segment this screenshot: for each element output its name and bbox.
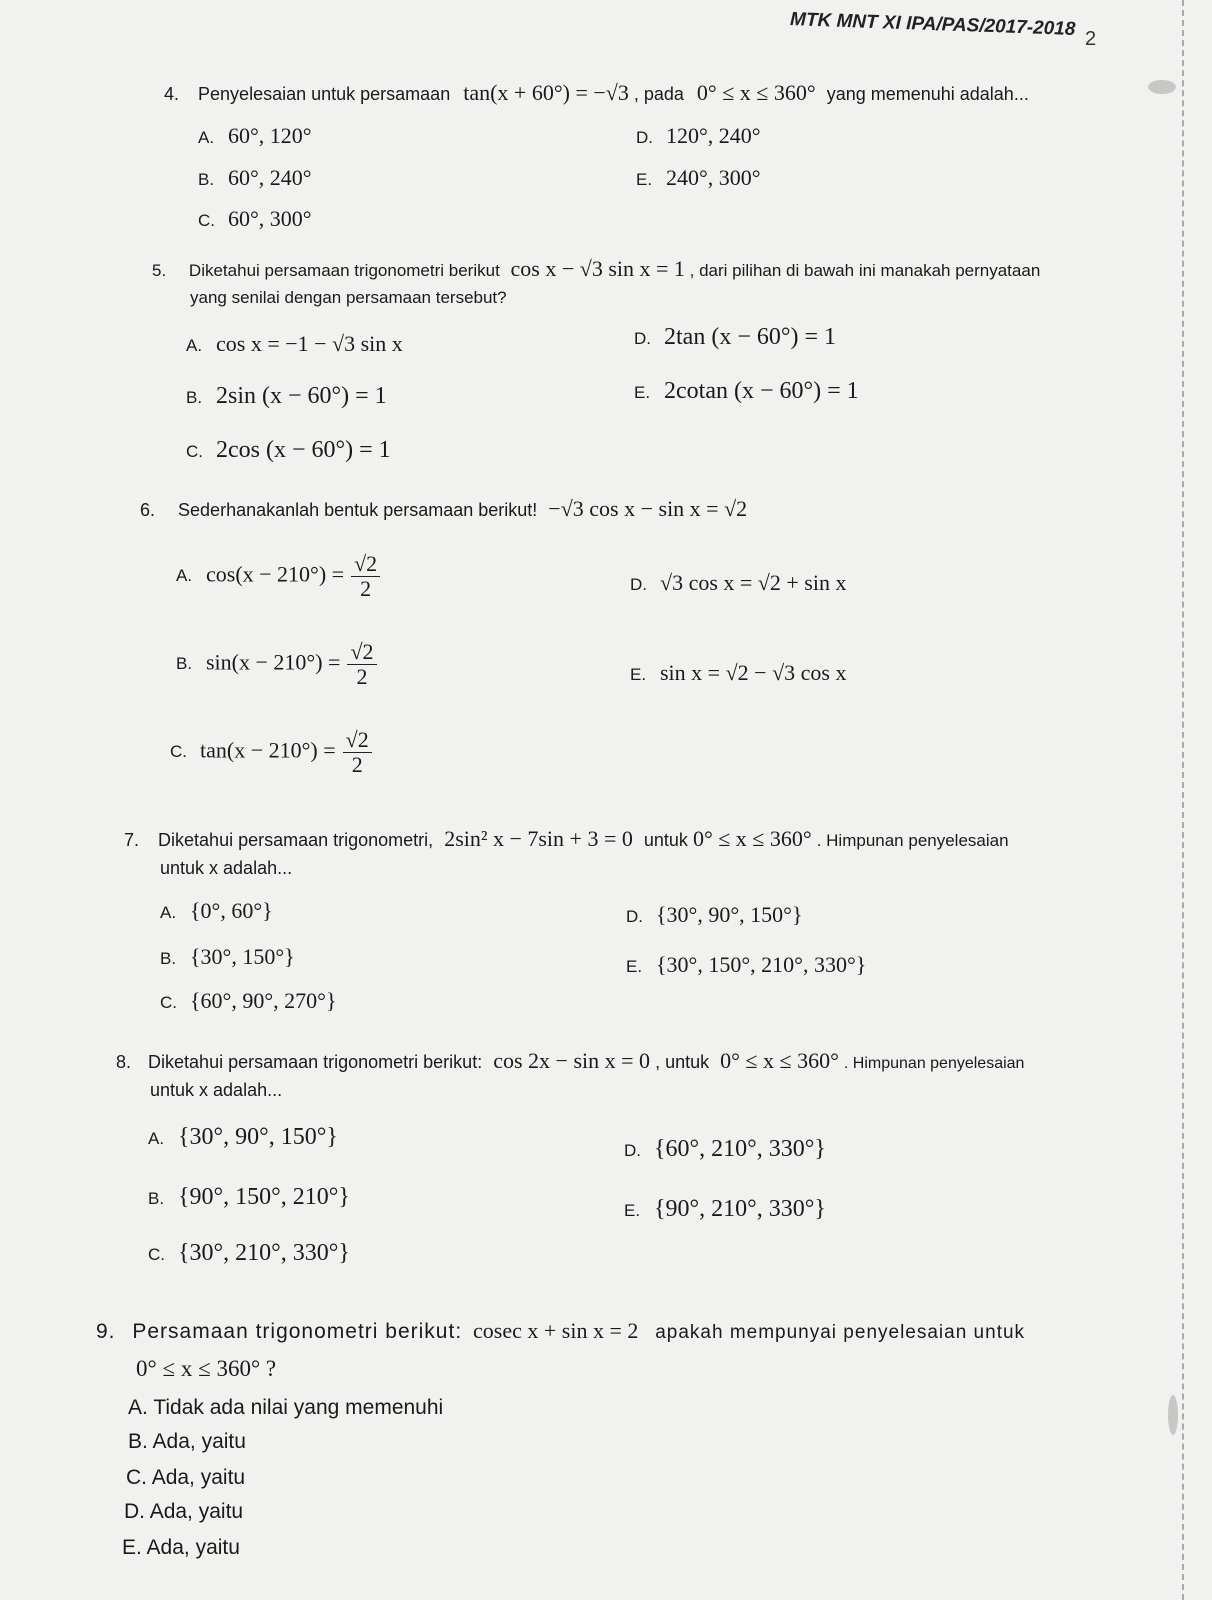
question-number: 7. [124,830,140,850]
question-text: Penyelesaian untuk persamaan [198,84,451,104]
question-text-line2: untuk x adalah... [150,1080,283,1100]
option-a[interactable]: A. {0°, 60°} [160,898,273,923]
question-text: untuk [643,830,688,850]
question-equation: cosec x + sin x = 2 [473,1318,639,1343]
option-b[interactable]: B. 2sin (x − 60°) = 1 [186,383,387,409]
option-a[interactable]: A. cos x = −1 − √3 sin x [186,331,403,356]
option-d[interactable]: D. √3 cos x = √2 + sin x [630,570,847,595]
question-equation: tan(x + 60°) = −√3 [463,80,629,105]
option-e[interactable]: E. {90°, 210°, 330°} [624,1196,826,1222]
option-d[interactable]: D. 120°, 240° [636,123,761,148]
option-c[interactable]: C. tan(x − 210°) = $\frac{√2}{2}$ [170,728,374,777]
ink-smudge [1168,1395,1178,1435]
question-text: Diketahui persamaan trigonometri berikut: [148,1052,483,1072]
question-text: , dari pilihan di bawah ini manakah pernyataan [689,261,1041,280]
question-text: Diketahui persamaan trigonometri, [158,830,434,850]
question-range: 0° ≤ x ≤ 360° [692,826,812,851]
question-text: apakah mempunyai penyelesaian untuk [655,1322,1026,1343]
option-e[interactable]: E. 2cotan (x − 60°) = 1 [634,378,859,404]
question-text: Sederhanakanlah bentuk persamaan berikut! [178,500,538,520]
option-d[interactable]: D. Ada, yaitu [124,1500,244,1523]
option-e[interactable]: E. sin x = √2 − √3 cos x [630,660,847,685]
question-text: Persamaan trigonometri berikut: [132,1320,463,1343]
question-text: . Himpunan penyelesaian [816,831,1009,850]
question-equation: 2sin² x − 7sin + 3 = 0 [444,826,633,851]
option-e[interactable]: E. {30°, 150°, 210°, 330°} [626,952,867,977]
option-d[interactable]: D. {60°, 210°, 330°} [624,1136,826,1162]
option-e[interactable]: E. 240°, 300° [636,165,761,190]
question-equation: cos x − √3 sin x = 1 [510,256,685,281]
option-a[interactable]: A. Tidak ada nilai yang memenuhi [128,1396,444,1419]
page-number: 2 [1085,28,1097,50]
page-header: MTK MNT XI IPA/PAS/2017-2018 [789,9,1076,40]
option-c[interactable]: C. {60°, 90°, 270°} [160,988,337,1013]
question-text: yang memenuhi adalah... [826,84,1029,104]
question-number: 6. [140,500,156,520]
question-text: , untuk [655,1052,710,1072]
option-c[interactable]: C. 60°, 300° [198,206,312,231]
option-b[interactable]: B. sin(x − 210°) = $\frac{√2}{2}$ [176,640,379,689]
option-c[interactable]: C. {30°, 210°, 330°} [148,1240,350,1266]
option-d[interactable]: D. {30°, 90°, 150°} [626,902,803,927]
question-equation: cos 2x − sin x = 0 [493,1048,651,1073]
question-equation: −√3 cos x − sin x = √2 [548,496,748,521]
page-margin-line [1182,0,1184,1600]
option-b[interactable]: B. Ada, yaitu [128,1430,246,1453]
question-text-line2: untuk x adalah... [160,858,293,878]
question-number: 5. [152,261,167,280]
option-e[interactable]: E. Ada, yaitu [122,1536,240,1559]
question-range: 0° ≤ x ≤ 360° [720,1048,839,1073]
option-b[interactable]: B. {90°, 150°, 210°} [148,1184,350,1210]
option-b[interactable]: B. 60°, 240° [198,165,312,190]
option-c[interactable]: C. Ada, yaitu [126,1466,246,1489]
option-d[interactable]: D. 2tan (x − 60°) = 1 [634,324,836,350]
question-text: Diketahui persamaan trigonometri berikut [188,261,500,280]
question-text: . Himpunan penyelesaian [843,1055,1025,1072]
option-c[interactable]: C. 2cos (x − 60°) = 1 [186,437,391,463]
question-text-line2: yang senilai dengan persamaan tersebut? [190,288,507,307]
option-a[interactable]: A. {30°, 90°, 150°} [148,1124,338,1150]
question-text: , pada [633,84,684,104]
option-b[interactable]: B. {30°, 150°} [160,944,295,969]
question-number: 4. [164,84,180,104]
option-a[interactable]: A. cos(x − 210°) = $\frac{√2}{2}$ [176,552,382,601]
question-number: 8. [116,1052,132,1072]
question-range: 0° ≤ x ≤ 360° [696,80,816,105]
option-a[interactable]: A. 60°, 120° [198,123,312,148]
question-number: 9. [96,1320,116,1343]
question-range: 0° ≤ x ≤ 360° ? [136,1356,277,1381]
ink-smudge [1148,80,1176,94]
